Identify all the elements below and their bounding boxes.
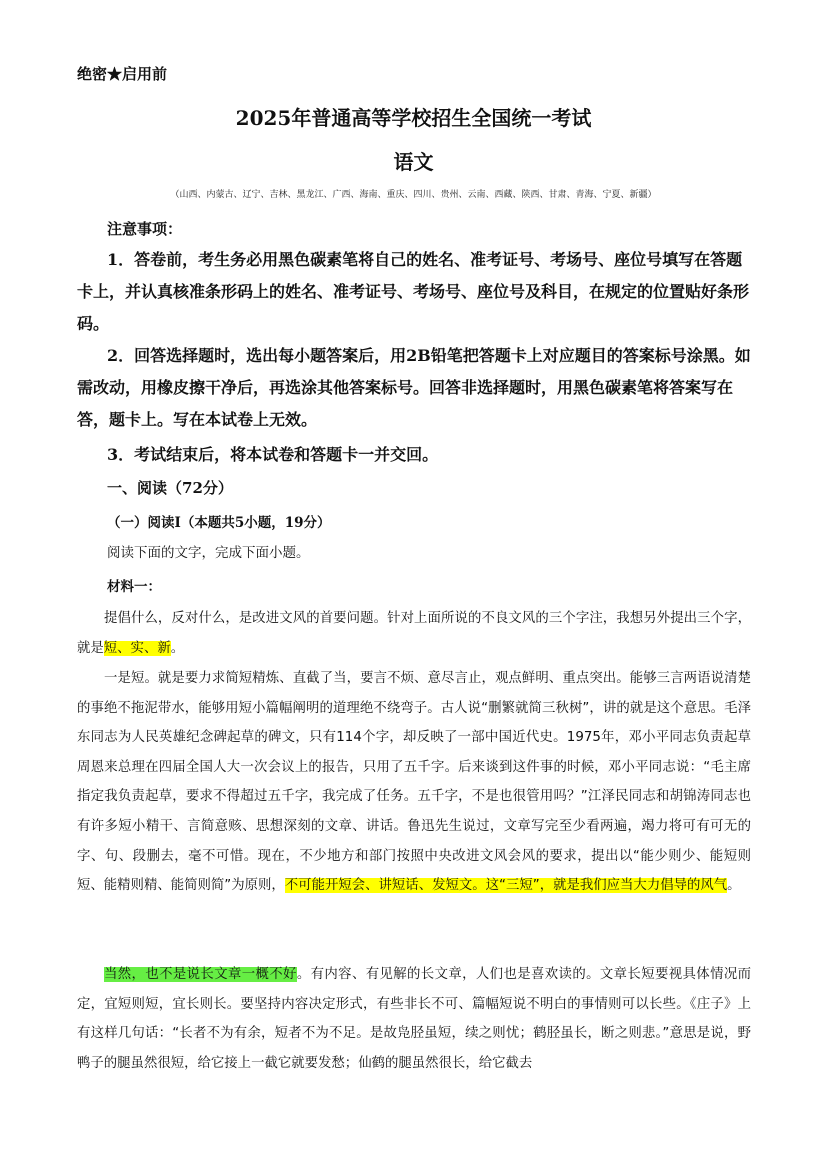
paragraph-3-text: 。有内容、有见解的长文章，人们也是喜欢读的。文章长短要视具体情况而定，宜短则短，宜长则长。要坚持内容决定形式，有些非长不可、篇幅短说不明白的事情则可以长些。《庄子》上有这样几句话：“长者不为有余，短者不为不足。是故凫胫虽短，续之则忧；鹤胫虽长，断之则悲。”意思是说，野鸭子的腿虽然很短，给它接上一截它就要发愁；仙鹤的腿虽然很长，给它截去	[77, 967, 752, 1071]
paragraph-2-end: 。	[727, 878, 741, 894]
notice-item-2: 2．回答选择题时，选出每小题答案后，用2B铅笔把答题卡上对应题目的答案标号涂黑。如需改动，用橡皮擦干净后，再选涂其他答案标号。回答非选择题时，用黑色碳素笔将答案写在答，题卡上。写在本试卷上无效。	[77, 346, 751, 429]
part-heading: （一）阅读Ⅰ（本题共5小题，19分）	[107, 515, 331, 531]
paragraph-2-highlight: 不可能开短会、讲短话、发短文。这“三短”，就是我们应当大力倡导的风气	[284, 878, 728, 894]
paragraph-2-text: 一是短。就是要力求简短精炼、直截了当，要言不烦、意尽言止，观点鲜明、重点突出。能够三言两语说清楚的事绝不拖泥带水，能够用短小篇幅阐明的道理绝不绕弯子。古人说“删繁就简三秋树”，讲的就是这个意思。毛泽东同志为人民英雄纪念碑起草的碑文，只有114个字，却反映了一部中国近代史。1975年，邓小平同志负责起草周恩来总理在四届全国人大一次会议上的报告，只用了五千字。后来谈到这件事的时候，邓小平同志说：“毛主席指定我负责起草，要求不得超过五千字，我完成了任务。五千字，不是也很管用吗？”江泽民同志和胡锦涛同志也有许多短小精干、言简意赅、思想深刻的文章、讲话。鲁迅先生说过，文章写完至少看两遍，竭力将可有可无的字、句、段删去，毫不可惜。现在，不少地方和部门按照中央改进文风会风的要求，提出以“能少则少、能短则短、能精则精、能简则简”为原则，	[77, 671, 751, 894]
paragraph-3	[77, 960, 751, 1078]
material-heading: 材料一：	[107, 579, 161, 595]
regions-list: （山西、内蒙古、辽宁、吉林、黑龙江、广西、海南、重庆、四川、贵州、云南、西藏、陕西、甘肃、青海、宁夏、新疆）	[170, 190, 657, 200]
confidential-label: 绝密★启用前	[77, 65, 168, 83]
paragraph-1-end: 。	[170, 640, 185, 656]
subject-title: 语文	[393, 150, 434, 174]
paragraph-1-text: 提倡什么，反对什么，是改进文风的首要问题。针对上面所说的不良文风的三个字注，我想另外提出三个字，就是	[77, 611, 751, 656]
reading-instruction: 阅读下面的文字，完成下面小题。	[107, 545, 310, 561]
section-heading: 一、阅读（72分）	[107, 479, 233, 497]
notice-heading: 注意事项：	[107, 220, 183, 238]
paragraph-3-highlight: 当然，也不是说长文章一概不好	[104, 967, 297, 982]
paragraph-1-highlight: 短、实、新	[103, 640, 171, 656]
paragraph-1	[77, 604, 751, 663]
paragraph-2	[77, 664, 751, 901]
exam-title: 2025年普通高等学校招生全国统一考试	[235, 106, 592, 130]
notice-item-3: 3．考试结束后，将本试卷和答题卡一并交回。	[107, 445, 439, 464]
notice-item-1: 1．答卷前，考生务必用黑色碳素笔将自己的姓名、准考证号、考场号、座位号填写在答题卡上，并认真核准条形码上的姓名、准考证号、考场号、座位号及科目，在规定的位置贴好条形码。	[77, 250, 750, 333]
